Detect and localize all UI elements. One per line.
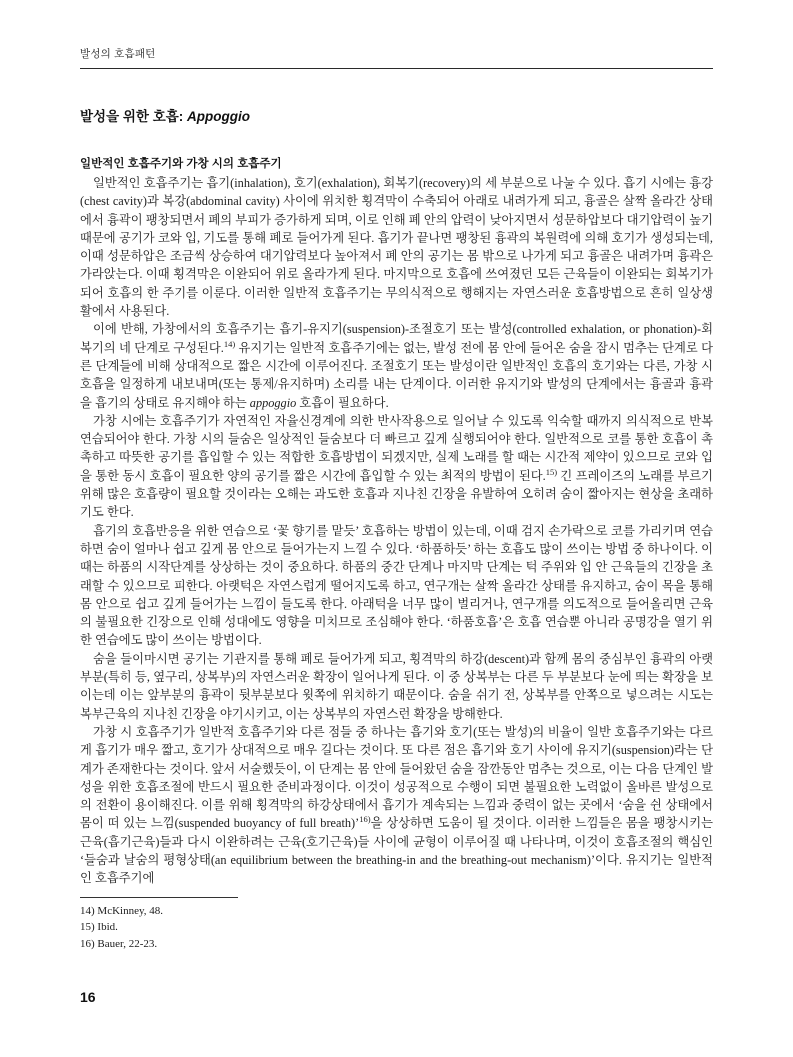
footnote-reference: 15) bbox=[545, 466, 558, 477]
footnote-reference: 14) bbox=[223, 338, 236, 349]
page-title-text: 발성을 위한 호흡: bbox=[80, 109, 188, 124]
paragraph: 이에 반해, 가창에서의 호흡주기는 흡기-유지기(suspension)-조절호기 또는 발성(controlled exhalation, or phonation)-회복기의 네 단계로 구성된다.$^{14)}$ 유지기는 일반적 호흡주기에는 없는, 발성 전에 몸 안에 들어온 숨을 잠시 멈추는 단계로 다른 단계들에 비해 상대적으로 짧은 시간에 이루어진다. 조절호기 또는 발성이란 일반적인 호흡의 호기와는 다른, 가창 시 호흡을 일정하게 내보내며(또는 통제/유지하며) 소리를 내는 단계이다. 이러한 유지기와 발성의 단계에서는 흉골과 흉곽을 흡기의 상태로 유지해야 하는 appoggio 호흡이 필요하다. bbox=[80, 322, 713, 410]
section-heading: 일반적인 호흡주기와 가창 시의 호흡주기 bbox=[80, 158, 282, 170]
footnote-reference: 16) bbox=[359, 814, 371, 825]
body-paragraphs bbox=[80, 174, 713, 888]
paragraph: 가창 시에는 호흡주기가 자연적인 자율신경계에 의한 반사작용으로 일어날 수 있도록 익숙할 때까지 의식적으로 반복연습되어야 한다. 가창 시의 들숨은 일상적인 들숨보다 더 빠르고 깊게 실행되어야 한다. 일반적으로 코를 통한 호흡이 촉촉하고 따뜻한 공기를 흡입할 수 있는 적합한 호흡방법이 되겠지만, 실제 노래를 할 때는 시간적 제약이 있으므로 코와 입을 통한 동시 호흡이 필요한 양의 공기를 짧은 시간에 흡입할 수 있는 최적의 방법이 된다.$^{15)}$ 긴 프레이즈의 노래를 부르기 위해 많은 호흡량이 필요할 것이라는 오해는 과도한 호흡과 지나친 긴장을 유발하여 오히려 숨이 짧아지는 현상을 초래하기도 한다. bbox=[80, 413, 714, 520]
paragraph: 일반적인 호흡주기는 흡기(inhalation), 호기(exhalation), 회복기(recovery)의 세 부분으로 나눌 수 있다. 흡기 시에는 흉강(chest cavity)과 복강(abdominal cavity) 사이에 위치한 횡격막이 수축되어 아래로 내려가게 되고, 흉골은 살짝 올라간 상태에서 흉곽이 팽창되면서 폐의 부피가 증가하게 되며, 이로 인해 폐 안의 압력이 낮아지면서 성문하압보다 대기압력이 높기 때문에 공기가 코와 입, 기도를 통해 폐로 들어가게 된다. 흡기가 끝나면 팽창된 흉곽의 복원력에 의해 호기가 생성되는데, 이때 성문하압은 조금씩 상승하여 대기압력보다 높아져서 폐 안의 공기는 몸 밖으로 나가게 되고 흉골은 내려가며 흉곽은 가라앉는다. 이때 횡격막은 이완되어 위로 올라가게 된다. 마지막으로 호흡에 쓰여졌던 모든 근육들이 이완되는 회복기가 되어 호흡의 한 주기를 이룬다. 이러한 일반적 호흡주기는 무의식적으로 행해지는 자연스러운 호흡방법으로 흔히 일상생활에서 사용된다. bbox=[80, 176, 713, 319]
footnote: 16) Bauer, 22-23. bbox=[80, 938, 158, 951]
page-number: 16 bbox=[80, 989, 96, 1005]
page-title-italic-term: Appoggio bbox=[187, 109, 251, 124]
footnotes bbox=[80, 903, 713, 953]
footnote-separator bbox=[80, 897, 238, 898]
paragraph: 숨을 들이마시면 공기는 기관지를 통해 폐로 들어가게 되고, 횡격막의 하강(descent)과 함께 몸의 중심부인 흉곽의 아랫부분(특히 등, 옆구리, 상복부)의 자연스러운 확장이 일어나게 된다. 이 중 상복부는 다른 두 부분보다 눈에 띄는 확장을 보이는데 이는 앞부분의 흉곽이 뒷부분보다 윗쪽에 위치하기 때문이다. 숨을 쉬기 전, 상복부를 안쪽으로 넣으려는 시도는 복부근육의 지나친 긴장을 야기시키고, 이는 상복부의 자연스런 확장을 방해한다. bbox=[80, 651, 713, 721]
footnote: 14) McKinney, 48. bbox=[80, 904, 163, 917]
paragraph: 흡기의 호흡반응을 위한 연습으로 ‘꽃 향기를 맡듯’ 호흡하는 방법이 있는데, 이때 검지 손가락으로 코를 가리키며 연습하면 숨이 얼마나 쉽고 깊게 몸 안으로 들어가는지 느낄 수 있다. ‘하품하듯’ 하는 호흡도 많이 쓰이는 방법 중 하나이다. 이때는 하품의 시작단계를 상상하는 것이 중요하다. 하품의 중간 단계나 마지막 단계는 턱 주위와 입 안 근육들의 긴장을 초래할 수 있으므로 피한다. 아랫턱은 자연스럽게 떨어지도록 하고, 연구개는 살짝 올라간 상태를 유지하고, 숨이 목을 통해 몸 안으로 쉽고 깊게 들어가는 느낌이 들도록 한다. 아래턱을 너무 많이 벌리거나, 연구개를 의도적으로 들어올리면 근육의 불필요한 긴장으로 인해 성대에도 영향을 미치므로 조심해야 한다. ‘하품호흡’은 호흡 연습뿐 아니라 공명강을 열기 위한 연습에도 많이 쓰이는 방법이다. bbox=[80, 523, 713, 648]
paragraph: 가창 시 호흡주기가 일반적 호흡주기와 다른 점들 중 하나는 흡기와 호기(또는 발성)의 비율이 일반 호흡주기와는 다르게 흡기가 매우 짧고, 호기가 상대적으로 매우 길다는 것이다. 또 다른 점은 흡기와 호기 사이에 유지기(suspension)라는 단계가 존재한다는 것이다. 앞서 서술했듯이, 이 단계는 몸 안에 들어왔던 숨을 잠깐동안 멈추는 것으로, 이는 다음 단계인 발성을 위한 호흡조절에 반드시 필요한 준비과정이다. 이것이 성공적으로 수행이 되면 불필요한 노력없이 올바른 발성으로의 전환이 용이해진다. 이를 위해 횡격막의 하강상태에서 흡기가 계속되는 느낌과 중력이 없는 곳에서 ‘숨을 쉰 상태에서 몸이 떠 있는 느낌(suspended buoyancy of full breath)’$^{16)}$을 상상하면 도움이 될 것이다. 이러한 느낌들은 몸을 팽창시키는 근육(흡기근육)들과 다시 이완하려는 근육(호기근육)들 사이에 균형이 이루어질 때 나타나며, 이것이 호흡조절의 핵심인 ‘들숨과 날숨의 평형상태(an equilibrium between the breathing-in and the breathing-out mechanism)’이다. 유지기는 일반적인 호흡주기에 bbox=[80, 724, 713, 886]
running-header: 발성의 호흡패턴 bbox=[80, 46, 713, 69]
footnote: 15) Ibid. bbox=[80, 921, 118, 934]
page-title bbox=[80, 105, 713, 125]
